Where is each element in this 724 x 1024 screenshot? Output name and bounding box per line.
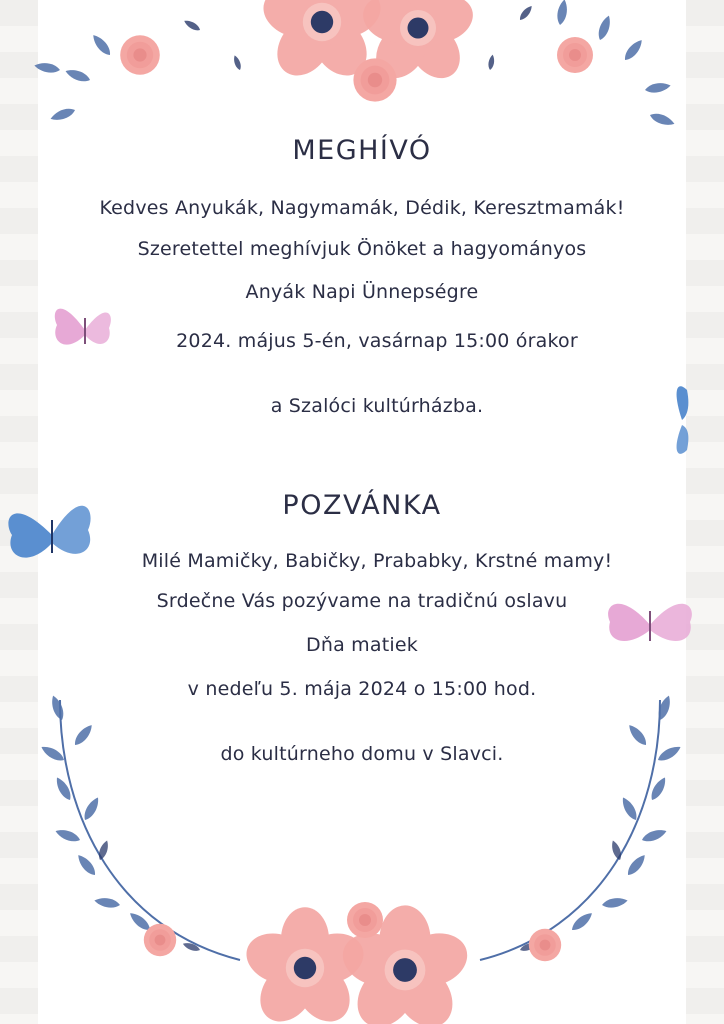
slovak-invite-line: Srdečne Vás pozývame na tradičnú oslavu	[156, 590, 568, 612]
top-flower-cluster	[34, 0, 676, 128]
hungarian-place: a Szalóci kultúrházba.	[270, 395, 484, 417]
slovak-greeting: Milé Mamičky, Babičky, Prababky, Krstné mamy!	[141, 550, 613, 572]
slovak-event-name: Dňa matiek	[306, 634, 418, 656]
hungarian-greeting: Kedves Anyukák, Nagymamák, Dédik, Keresztmamák!	[99, 197, 625, 219]
hungarian-datetime: 2024. május 5-én, vasárnap 15:00 órakor	[176, 330, 578, 352]
hungarian-title: MEGHÍVÓ	[292, 135, 432, 166]
slovak-place: do kultúrneho domu v Slavci.	[220, 743, 504, 765]
hungarian-event-name: Anyák Napi Ünnepségre	[245, 281, 479, 303]
hungarian-invite-line: Szeretettel meghívjuk Önöket a hagyományos	[137, 238, 587, 260]
slovak-datetime: v nedeľu 5. mája 2024 o 15:00 hod.	[187, 678, 537, 700]
slovak-title: POZVÁNKA	[282, 490, 442, 521]
